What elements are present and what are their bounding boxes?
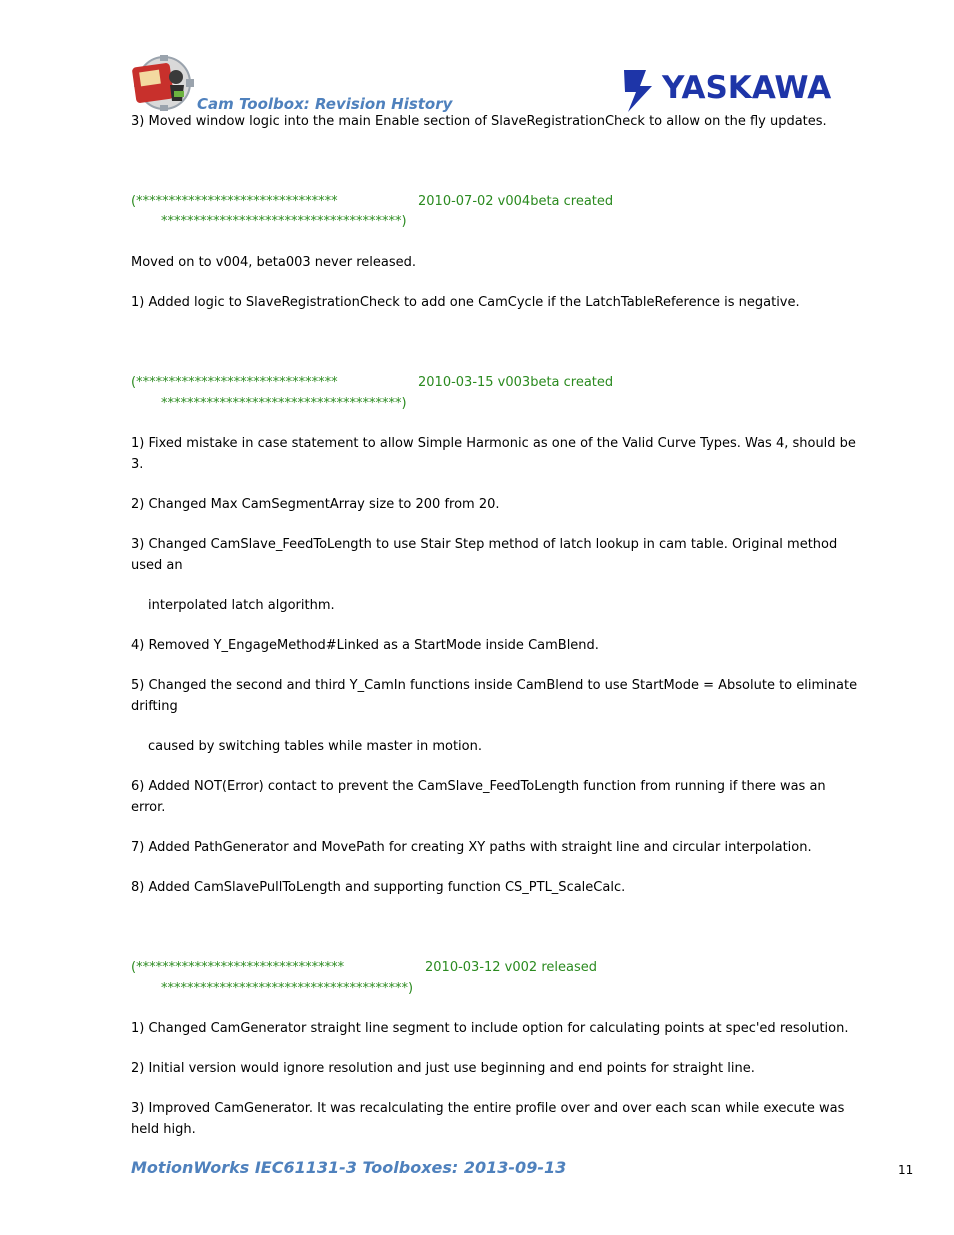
section-line: caused by switching tables while master in motion. <box>148 739 482 754</box>
section-line: error. <box>131 800 166 815</box>
page-number: 11 <box>898 1163 914 1177</box>
brand-name-text: YASKAWA <box>662 70 832 106</box>
section-line: 2) Initial version would ignore resolution and just use beginning and end points for straight line. <box>131 1061 755 1076</box>
section-line: 2) Changed Max CamSegmentArray size to 200 from 20. <box>131 497 500 512</box>
section-stars-open: (******************************** <box>131 960 345 975</box>
gear-badge-logo-icon <box>130 55 198 111</box>
section-line: used an <box>131 558 183 573</box>
section-line: 1) Added logic to SlaveRegistrationCheck to add one CamCycle if the LatchTableReference is negative. <box>131 295 800 310</box>
section-line: 3. <box>131 457 144 472</box>
section-stars-close: *************************************) <box>161 214 407 229</box>
intro-line: 3) Moved window logic into the main Enable section of SlaveRegistrationCheck to allow on the fly updates. <box>131 114 827 129</box>
section-line: 6) Added NOT(Error) contact to prevent the CamSlave_FeedToLength function from running if there was an <box>131 779 826 794</box>
section-stars-open: (******************************* <box>131 375 338 390</box>
section-line: 1) Fixed mistake in case statement to allow Simple Harmonic as one of the Valid Curve Types. Was 4, should be <box>131 436 856 451</box>
section-line: 8) Added CamSlavePullToLength and supporting function CS_PTL_ScaleCalc. <box>131 880 626 895</box>
section-line: 3) Improved CamGenerator. It was recalculating the entire profile over and over each scan while execute was <box>131 1101 845 1116</box>
section-line: interpolated latch algorithm. <box>148 598 335 613</box>
section-line: 1) Changed CamGenerator straight line segment to include option for calculating points at spec'ed resolution. <box>131 1021 849 1036</box>
section-stars-close: *************************************) <box>161 396 407 411</box>
section-stars-open: (******************************* <box>131 194 338 209</box>
footer-title <box>131 1158 566 1177</box>
footer-title-text: MotionWorks IEC61131-3 Toolboxes: 2013-09-13 <box>131 1158 567 1177</box>
section-version-text: 2010-07-02 v004beta created <box>418 194 614 209</box>
yaskawa-logo-icon <box>622 66 844 112</box>
section-version-text: 2010-03-15 v003beta created <box>418 375 614 390</box>
section-line: drifting <box>131 699 178 714</box>
section-line: held high. <box>131 1122 196 1137</box>
section-version-text: 2010-03-12 v002 released <box>425 960 597 975</box>
header-title-text: Cam Toolbox: Revision History <box>197 95 453 113</box>
section-line: Moved on to v004, beta003 never released. <box>131 255 416 270</box>
section-line: 5) Changed the second and third Y_CamIn functions inside CamBlend to use StartMode = Absolute to eliminate <box>131 678 858 693</box>
section-stars-close: **************************************) <box>161 981 414 996</box>
section-line: 4) Removed Y_EngageMethod#Linked as a StartMode inside CamBlend. <box>131 638 599 653</box>
section-line: 3) Changed CamSlave_FeedToLength to use Stair Step method of latch lookup in cam table. Original method <box>131 537 838 552</box>
section-line: 7) Added PathGenerator and MovePath for creating XY paths with straight line and circular interpolation. <box>131 840 812 855</box>
